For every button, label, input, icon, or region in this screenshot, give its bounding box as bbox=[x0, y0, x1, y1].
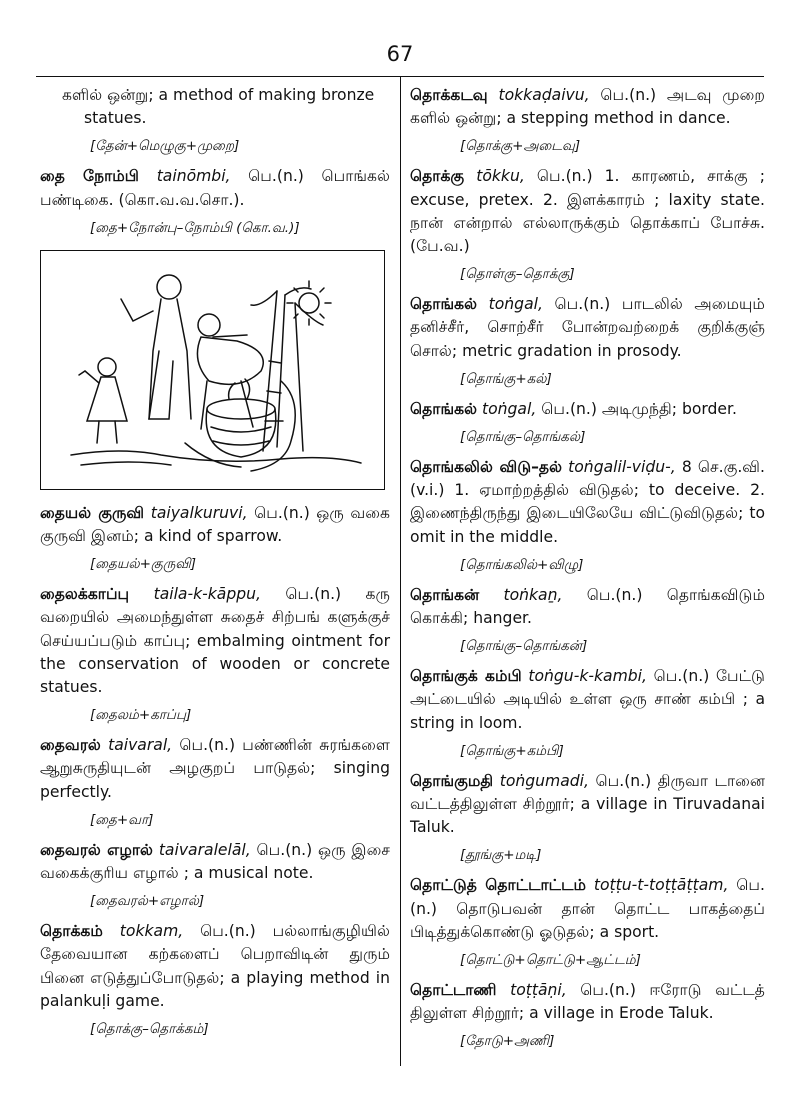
etymology: [தொங்கலில்+விழு] bbox=[460, 556, 584, 573]
headword: தொக்கம் bbox=[40, 922, 103, 941]
dictionary-entry bbox=[410, 584, 765, 630]
dictionary-entry bbox=[410, 665, 765, 735]
headword: தைலக்காப்பு bbox=[40, 585, 130, 604]
etymology: [தொக்கு–தொக்கம்] bbox=[90, 1021, 209, 1038]
dictionary-entry bbox=[410, 165, 765, 258]
etymology: [தொங்கு+கம்பி] bbox=[460, 742, 564, 759]
definition: பெ.(n.) அடிமுந்தி; border. bbox=[541, 399, 737, 418]
transliteration: toṅgumadi, bbox=[499, 771, 589, 790]
column-divider bbox=[400, 76, 401, 1066]
etymology: [தொங்கு–தொங்கன்] bbox=[460, 638, 588, 655]
transliteration: taivaral, bbox=[108, 736, 173, 755]
transliteration: toṅkaṉ, bbox=[503, 585, 563, 604]
dictionary-entry bbox=[40, 734, 390, 804]
headword: தை நோம்பி bbox=[40, 167, 140, 186]
transliteration: taivaralelāl, bbox=[158, 840, 251, 859]
headword: தொக்கு bbox=[410, 167, 465, 186]
dictionary-entry bbox=[40, 583, 390, 699]
etymology: [தையல்+குருவி] bbox=[90, 556, 196, 573]
transliteration: toṭṭāṇi, bbox=[510, 981, 567, 1000]
headword: தொட்டாணி bbox=[410, 981, 497, 1000]
definition: பெ.(n.) திருவா டானை வட்டத்திலுள்ள சிற்றூர்; a village in Tiruvadanai Taluk. bbox=[410, 771, 765, 837]
definition: 8 செ.கு.வி. (v.i.) 1. ஏமாற்றத்தில் விடுதல்; to deceive. 2. இணைந்திருந்து இடையிலேயே விட்டுவிடுதல்; to omit in the middle. bbox=[410, 458, 765, 546]
dictionary-entry bbox=[410, 770, 765, 840]
etymology: [தைவரல்+எழால்] bbox=[90, 893, 205, 910]
definition: பெ.(n.) பொங்கல் பண்டிகை. (கொ.வ.வ.சொ.). bbox=[40, 167, 390, 209]
left-column bbox=[40, 84, 390, 1048]
dictionary-entry bbox=[40, 502, 390, 548]
etymology: [தொங்கு–தொங்கல்] bbox=[460, 429, 586, 446]
definition: பெ.(n.) கரு வறையில் அமைந்துள்ள சுதைச் சிற்பங் களுக்குச் செய்யப்படும் காப்பு; embalming ointment for the conservation of wooden or concrete statues. bbox=[40, 585, 390, 697]
continuation-line: statues. bbox=[84, 109, 147, 128]
transliteration: toṭṭu-t-toṭṭāṭṭam, bbox=[593, 876, 729, 895]
etymology: [தோடு+அணி] bbox=[460, 1033, 555, 1050]
transliteration: tokkam, bbox=[119, 922, 184, 941]
etymology: [தைலம்+காப்பு] bbox=[90, 707, 192, 724]
etymology: [தொக்கு+அடைவு] bbox=[460, 138, 581, 155]
definition: பெ.(n.) பாடலில் அமையும் தனிச்சீர், சொற்சீர் போன்றவற்றைக் குறிக்குஞ் சொல்; metric gradation in prosody. bbox=[410, 295, 765, 360]
definition: பெ.(n.) ஈரோடு வட்டத் திலுள்ள சிற்றூர்; a village in Erode Taluk. bbox=[410, 981, 765, 1023]
continuation-line: களில் ஒன்று; a method of making bronze bbox=[62, 86, 375, 104]
page-number: 67 bbox=[386, 42, 414, 66]
dictionary-entry bbox=[410, 979, 765, 1025]
dictionary-entry bbox=[410, 456, 765, 549]
etymology: [தேன்+மெழுகு+முறை] bbox=[90, 138, 240, 155]
dictionary-entry bbox=[410, 84, 765, 130]
dictionary-entry bbox=[40, 165, 390, 211]
headword: தொங்கன் bbox=[410, 585, 480, 604]
headword: தொங்குமதி bbox=[410, 771, 494, 790]
headword: தொங்குக் கம்பி bbox=[410, 667, 522, 686]
transliteration: toṅgal, bbox=[482, 399, 537, 418]
transliteration: toṅgu-k-kambi, bbox=[528, 667, 647, 686]
dictionary-entry bbox=[40, 839, 390, 885]
definition: பெ.(n.) தொடுபவன் தான் தொட்ட பாகத்தைப் பிடித்துக்கொண்டு ஓடுதல்; a sport. bbox=[410, 876, 765, 941]
entry-continuation bbox=[40, 84, 390, 130]
transliteration: tokkaḍaivu, bbox=[498, 86, 590, 104]
headword: தையல் குருவி bbox=[40, 503, 145, 522]
dictionary-entry bbox=[410, 398, 765, 421]
etymology: [தூங்கு+மடி] bbox=[460, 847, 542, 864]
definition: பெ.(n.) ஒரு வகை குருவி இனம்; a kind of sparrow. bbox=[40, 503, 390, 546]
transliteration: taiyalkuruvi, bbox=[150, 503, 248, 522]
etymology: [தொங்கு+கல்] bbox=[460, 370, 552, 387]
headword: தொங்கல் bbox=[410, 295, 478, 314]
headword: தொக்கடவு bbox=[410, 86, 488, 104]
dictionary-entry bbox=[40, 920, 390, 1013]
dictionary-entry bbox=[410, 874, 765, 944]
etymology: [தை+வா] bbox=[90, 811, 154, 828]
transliteration: toṅgal, bbox=[488, 295, 543, 314]
illustration-drawing bbox=[41, 251, 385, 490]
headword: தொட்டுத் தொட்டாட்டம் bbox=[410, 876, 587, 895]
definition: பெ.(n.) பண்ணின் சுரங்களை ஆறுசுருதியுடன் அழகுறப் பாடுதல்; singing perfectly. bbox=[40, 736, 390, 801]
definition: பெ.(n.) பல்லாங்குழியில் தேவையான கற்களைப் பெறாவிடின் துரும் பினை எடுத்துப்போடுதல்; a playing method in palankuḷi game. bbox=[40, 922, 390, 1010]
dictionary-entry bbox=[410, 293, 765, 363]
headword: தொங்கல் bbox=[410, 399, 478, 418]
transliteration: tōkku, bbox=[476, 167, 525, 186]
headword: தைவரல் bbox=[40, 736, 101, 755]
definition: பெ.(n.) பேட்டு அட்டையில் அடியில் உள்ள ஒரு சாண் கம்பி ; a string in loom. bbox=[410, 667, 765, 732]
etymology: [தை+நோன்பு–நோம்பி (கொ.வ.)] bbox=[90, 219, 300, 236]
headword: தைவரல் எழால் bbox=[40, 840, 153, 859]
headword: தொங்கலில் விடு–தல் bbox=[410, 458, 563, 477]
definition: பெ.(n.) அடவு முறை களில் ஒன்று; a stepping method in dance. bbox=[410, 86, 765, 128]
etymology: [தொட்டு+தொட்டு+ஆட்டம்] bbox=[460, 952, 641, 969]
transliteration: tainōmbi, bbox=[156, 167, 231, 186]
right-column bbox=[410, 84, 765, 1060]
definition: பெ.(n.) 1. காரணம், சாக்கு ; excuse, pretex. 2. இளக்காரம் ; laxity state. நான் என்றால் எல்லாருக்கும் தொக்காப் போச்சு.(பே.வ.) bbox=[410, 167, 765, 256]
definition: பெ.(n.) ஒரு இசை வகைக்குரிய எழால் ; a musical note. bbox=[40, 840, 390, 883]
etymology: [தொள்கு–தொக்கு] bbox=[460, 266, 575, 283]
transliteration: taila-k-kāppu, bbox=[153, 585, 261, 604]
transliteration: toṅgalil-viḍu-, bbox=[568, 458, 676, 477]
definition: பெ.(n.) தொங்கவிடும் கொக்கி; hanger. bbox=[410, 585, 765, 628]
pongal-festival-illustration bbox=[40, 250, 385, 490]
